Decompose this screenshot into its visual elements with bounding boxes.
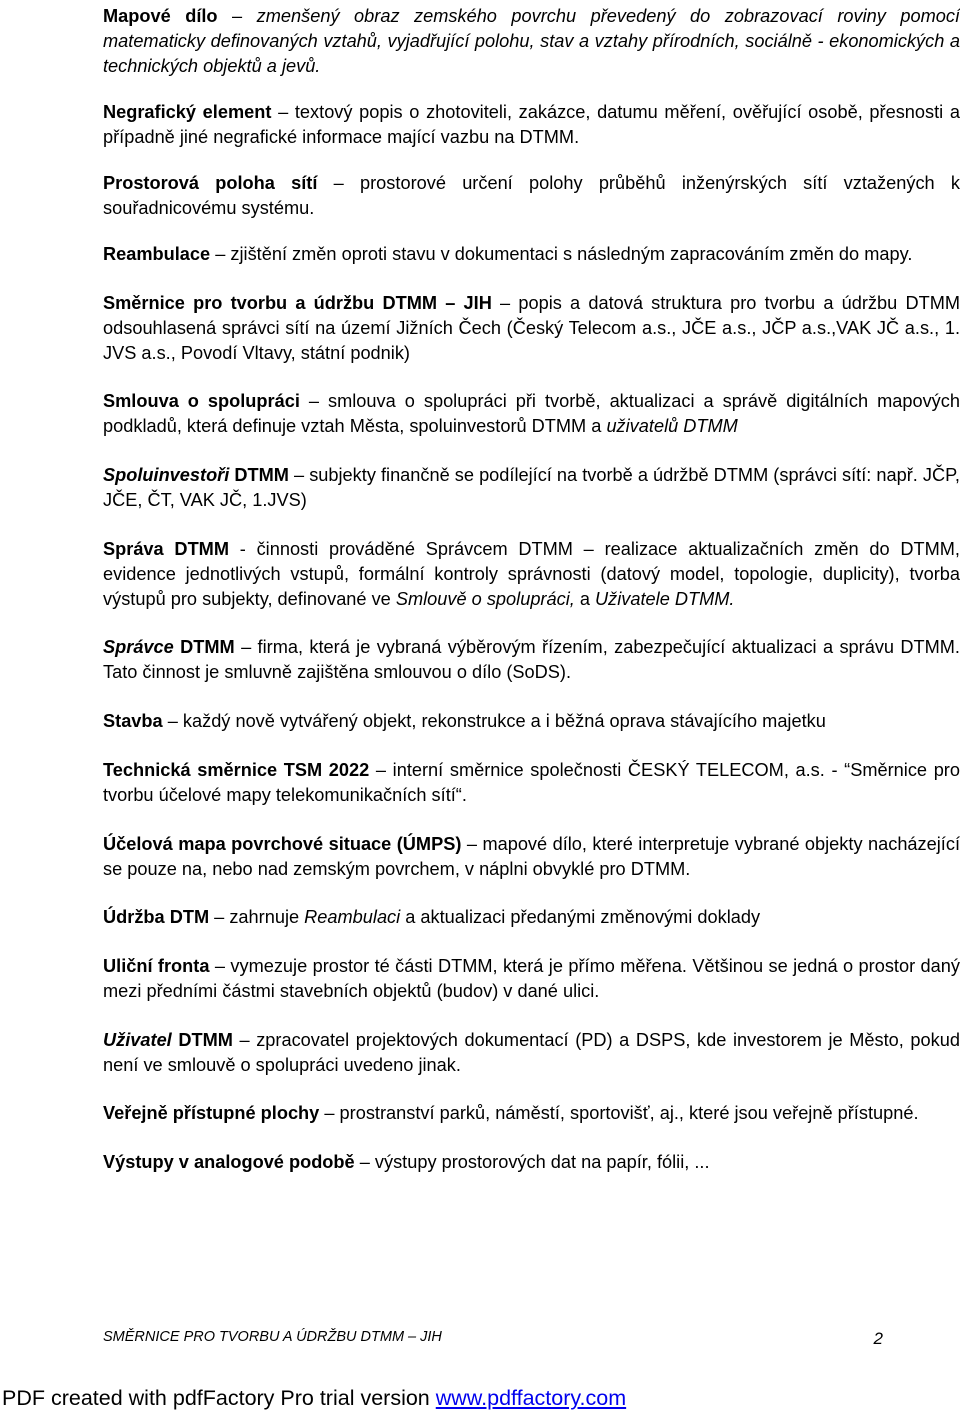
entry-definition: zmenšený obraz zemského povrchu převedený do zobrazovací roviny pomocí matematicky definovaných vztahů, vyjadřující polohu, stav a vztahy přírodních, sociálně - ekonomických a technických objektů a jevů. [103, 6, 960, 76]
glossary-entry: Stavba – každý nově vytvářený objekt, rekonstrukce a i běžná oprava stávajícího majetku [103, 711, 826, 732]
entry-term: Veřejně přístupné plochy [103, 1103, 320, 1124]
glossary-entry: Veřejně přístupné plochy – prostranství parků, náměstí, sportovišť, aj., které jsou veřejně přístupné. [103, 1103, 919, 1124]
entry-term: Směrnice pro tvorbu a údržbu DTMM – JIH [103, 292, 492, 313]
entry-term: Mapové dílo [103, 6, 218, 26]
entry-term: Údržba DTM [103, 907, 210, 928]
glossary-entry: Prostorová poloha sítí – prostorové určení polohy průběhů inženýrských sítí vztažených k souřadnicovému systému. [103, 173, 960, 218]
glossary-entry: Negrafický element – textový popis o zhotoviteli, zakázce, datumu měření, ověřující osobě, přesnosti a případně jiné negrafické informace mající vazbu na DTMM. [103, 102, 960, 147]
entry-definition: zpracovatel projektových dokumentací (PD) a DSPS, kde investorem je Město, pokud není ve smlouvě o spolupráci uvedeno jinak. [103, 1029, 960, 1075]
entry-term: Smlouva o spolupráci [103, 391, 300, 412]
entry-term: Negrafický element [103, 102, 272, 122]
page-number: 2 [873, 1329, 883, 1348]
entry-term: Technická směrnice TSM 2022 [103, 759, 370, 780]
entry-term: Správa DTMM [103, 538, 229, 559]
entry-definition: každý nově vytvářený objekt, rekonstrukce a i běžná oprava stávajícího majetku [182, 711, 826, 732]
entry-term: Stavba [103, 711, 163, 732]
glossary-entry: Spoluinvestoři DTMM – subjekty finančně se podílející na tvorbě a údržbě DTMM (správci sítí: např. JČP, JČE, ČT, VAK JČ, 1.JVS) [103, 465, 960, 511]
glossary-entry: Technická směrnice TSM 2022 – interní směrnice společnosti ČESKÝ TELECOM, a.s. - “Směrnice pro tvorbu účelové mapy telekomunikačních sítí“. [103, 759, 960, 805]
entry-definition: firma, která je vybraná výběrovým řízením, zabezpečující aktualizaci a správu DTMM. Tato činnost je smluvně zajištěna smlouvou o dílo (SoDS). [103, 637, 960, 683]
entry-definition: prostorové určení polohy průběhů inženýrských sítí vztažených k souřadnicovému systému. [103, 173, 960, 218]
glossary [103, 4, 960, 1199]
entry-term: Reambulace [103, 244, 211, 264]
entry-definition: zahrnuje [229, 907, 305, 928]
entry-definition: interní směrnice společnosti ČESKÝ TELECOM, a.s. - “Směrnice pro tvorbu účelové mapy telekomunikačních sítí“. [103, 759, 960, 805]
glossary-entry: Mapové dílo – zmenšený obraz zemského povrchu převedený do zobrazovací roviny pomocí matematicky definovaných vztahů, vyjadřující polohu, stav a vztahy přírodních, sociálně - ekonomických a technických objektů a jevů. [103, 6, 960, 76]
footer-title: SMĚRNICE PRO TVORBU A ÚDRŽBU DTMM – JIH [103, 1329, 442, 1345]
glossary-entry: Uživatel DTMM – zpracovatel projektových dokumentací (PD) a DSPS, kde investorem je Město, pokud není ve smlouvě o spolupráci uvedeno jinak. [103, 1029, 960, 1075]
entry-term: Spoluinvestoři DTMM [103, 465, 289, 486]
glossary-entry: Správa DTMM - činnosti prováděné Správcem DTMM – realizace aktualizačních změn do DTMM, evidence jednotlivých vstupů, formální kontroly správnosti (datový model, topologie, duplicity), tvorba výstupů pro subjekty, definované ve Smlouvě o spolupráci, a Uživatele DTMM. [103, 538, 960, 609]
entry-term: Účelová mapa povrchové situace (ÚMPS) [103, 833, 462, 854]
entry-definition: vymezuje prostor té části DTMM, která je přímo měřena. Většinou se jedná o prostor daný mezi předními částmi stavebních objektů (budov) v dané ulici. [103, 955, 960, 1001]
entry-definition: smlouva o spolupráci při tvorbě, aktualizaci a správě digitálních mapových podkladů, která definuje vztah Města, spoluinvestorů DTMM a [103, 391, 960, 437]
entry-definition: výstupy prostorových dat na papír, fólii, ... [374, 1151, 710, 1172]
entry-term: Uživatel DTMM [103, 1029, 233, 1050]
page-footer [103, 1329, 883, 1349]
entry-definition: činnosti prováděné Správcem DTMM – realizace aktualizačních změn do DTMM, evidence jednotlivých vstupů, formální kontroly správnosti (datový model, topologie, duplicity), tvorba výstupů pro subjekty, definované ve [103, 538, 960, 609]
glossary-entry: Smlouva o spolupráci – smlouva o spolupráci při tvorbě, aktualizaci a správě digitálních mapových podkladů, která definuje vztah Města, spoluinvestorů DTMM a uživatelů DTMM [103, 391, 960, 437]
glossary-entry: Účelová mapa povrchové situace (ÚMPS) – mapové dílo, které interpretuje vybrané objekty nacházející se pouze na, nebo nad zemským povrchem, v náplni obvyklé pro DTMM. [103, 833, 960, 879]
glossary-entry: Výstupy v analogové podobě – výstupy prostorových dat na papír, fólii, ... [103, 1151, 710, 1172]
glossary-entry: Údržba DTM – zahrnuje Reambulaci a aktualizaci předanými změnovými doklady [103, 907, 761, 928]
entry-term: Správce DTMM [103, 637, 235, 658]
entry-definition: prostranství parků, náměstí, sportovišť, aj., které jsou veřejně přístupné. [339, 1103, 919, 1124]
entry-definition: mapové dílo, které interpretuje vybrané objekty nacházející se pouze na, nebo nad zemským povrchem, v náplni obvyklé pro DTMM. [103, 833, 960, 879]
glossary-entry: Směrnice pro tvorbu a údržbu DTMM – JIH – popis a datová struktura pro tvorbu a údržbu DTMM odsouhlasená správci sítí na území Jižních Čech (Český Telecom a.s., JČE a.s., JČP a.s.,VAK JČ a.s., 1. JVS a.s., Povodí Vltavy, státní podnik) [103, 292, 960, 363]
glossary-entry: Uliční fronta – vymezuje prostor té části DTMM, která je přímo měřena. Většinou se jedná o prostor daný mezi předními částmi stavebních objektů (budov) v dané ulici. [103, 955, 960, 1001]
entry-definition: popis a datová struktura pro tvorbu a údržbu DTMM odsouhlasená správci sítí na území Jižních Čech (Český Telecom a.s., JČE a.s., JČP a.s.,VAK JČ a.s., 1. JVS a.s., Povodí Vltavy, státní podnik) [103, 292, 960, 363]
pdf-notice [2, 1386, 626, 1411]
pdf-notice-text: PDF created with pdfFactory Pro trial version [2, 1386, 436, 1410]
entry-definition: textový popis o zhotoviteli, zakázce, datumu měření, ověřující osobě, přesnosti a případně jiné negrafické informace mající vazbu na DTMM. [103, 102, 960, 147]
glossary-entry: Reambulace – zjištění změn oproti stavu v dokumentaci s následným zapracováním změn do mapy. [103, 244, 913, 264]
entry-term: Uliční fronta [103, 955, 210, 976]
entry-term: Prostorová poloha sítí [103, 173, 318, 193]
pdffactory-link[interactable]: www.pdffactory.com [435, 1386, 627, 1410]
entry-definition: subjekty finančně se podílející na tvorbě a údržbě DTMM (správci sítí: např. JČP, JČE, ČT, VAK JČ, 1.JVS) [103, 465, 960, 511]
entry-definition: zjištění změn oproti stavu v dokumentaci s následným zapracováním změn do mapy. [230, 244, 913, 264]
glossary-entry: Správce DTMM – firma, která je vybraná výběrovým řízením, zabezpečující aktualizaci a správu DTMM. Tato činnost je smluvně zajištěna smlouvou o dílo (SoDS). [103, 637, 960, 683]
entry-term: Výstupy v analogové podobě [103, 1151, 355, 1172]
